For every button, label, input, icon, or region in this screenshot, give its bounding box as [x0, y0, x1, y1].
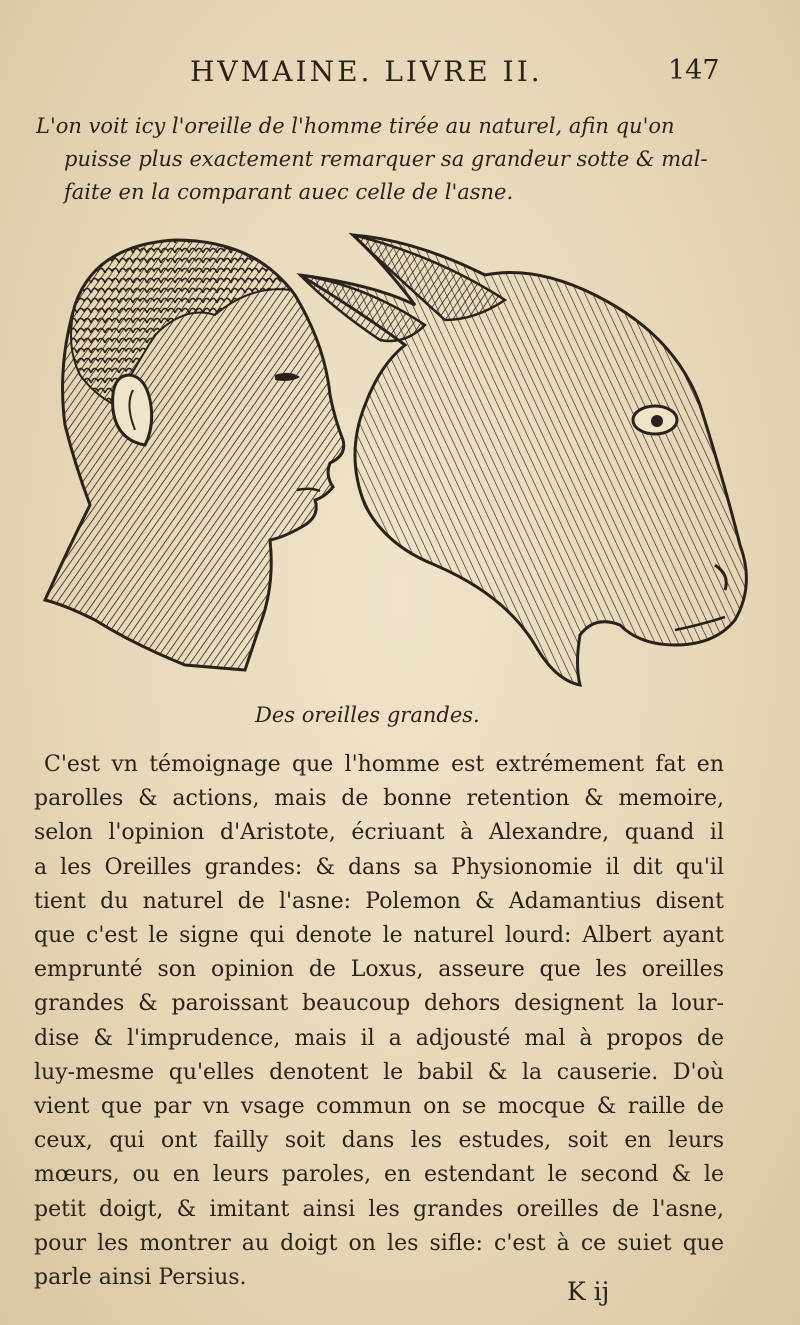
text-line: selon l'opinion d'Aristote, écriuant à Alexandre, quand il [34, 820, 724, 846]
woodcut-illustration [35, 225, 765, 695]
text-line: parolles & actions, mais de bonne retention & memoire, [34, 786, 724, 812]
figure-caption-intro [36, 110, 746, 209]
text-line: vient que par vn vsage commun on se mocque & raille de [34, 1094, 724, 1120]
text-line: tient du naturel de l'asne: Polemon & Adamantius disent [34, 888, 724, 914]
signature-mark: K ij [567, 1277, 610, 1306]
text-line: C'est vn témoignage que l'homme est extrémement fat en [44, 752, 724, 777]
text-line: pour les montrer au doigt on les sifle: c'est à ce suiet que [34, 1230, 724, 1256]
text-line: mœurs, ou en leurs paroles, en estendant le second & le [34, 1162, 724, 1188]
page-number: 147 [668, 55, 720, 86]
body-paragraph [34, 748, 724, 1295]
figure-caption: Des oreilles grandes. [255, 703, 480, 727]
caption-line: puisse plus exactement remarquer sa grandeur sotte & mal- [64, 147, 708, 171]
text-line: grandes & paroissant beaucoup dehors designent la lour- [34, 991, 724, 1017]
text-line: parle ainsi Persius. [34, 1265, 247, 1291]
page-header [0, 55, 800, 95]
text-line: que c'est le signe qui denote le naturel lourd: Albert ayant [34, 923, 724, 949]
text-line: dise & l'imprudence, mais il a adjousté mal à propos de [34, 1025, 724, 1051]
donkey-head-figure [300, 235, 746, 685]
caption-line: faite en la comparant auec celle de l'asne. [64, 180, 514, 204]
human-head-figure [45, 240, 344, 670]
caption-line: L'on voit icy l'oreille de l'homme tirée au naturel, afin qu'on [36, 114, 675, 138]
running-head: HVMAINE. LIVRE II. [190, 55, 543, 88]
text-line: emprunté son opinion de Loxus, asseure que les oreilles [34, 957, 724, 983]
text-line: ceux, qui ont failly soit dans les estudes, soit en leurs [34, 1128, 724, 1154]
text-line: luy-mesme qu'elles denotent le babil & la causerie. D'où [34, 1059, 724, 1085]
text-line: petit doigt, & imitant ainsi les grandes oreilles de l'asne, [34, 1196, 724, 1222]
text-line: a les Oreilles grandes: & dans sa Physionomie il dit qu'il [34, 854, 724, 880]
